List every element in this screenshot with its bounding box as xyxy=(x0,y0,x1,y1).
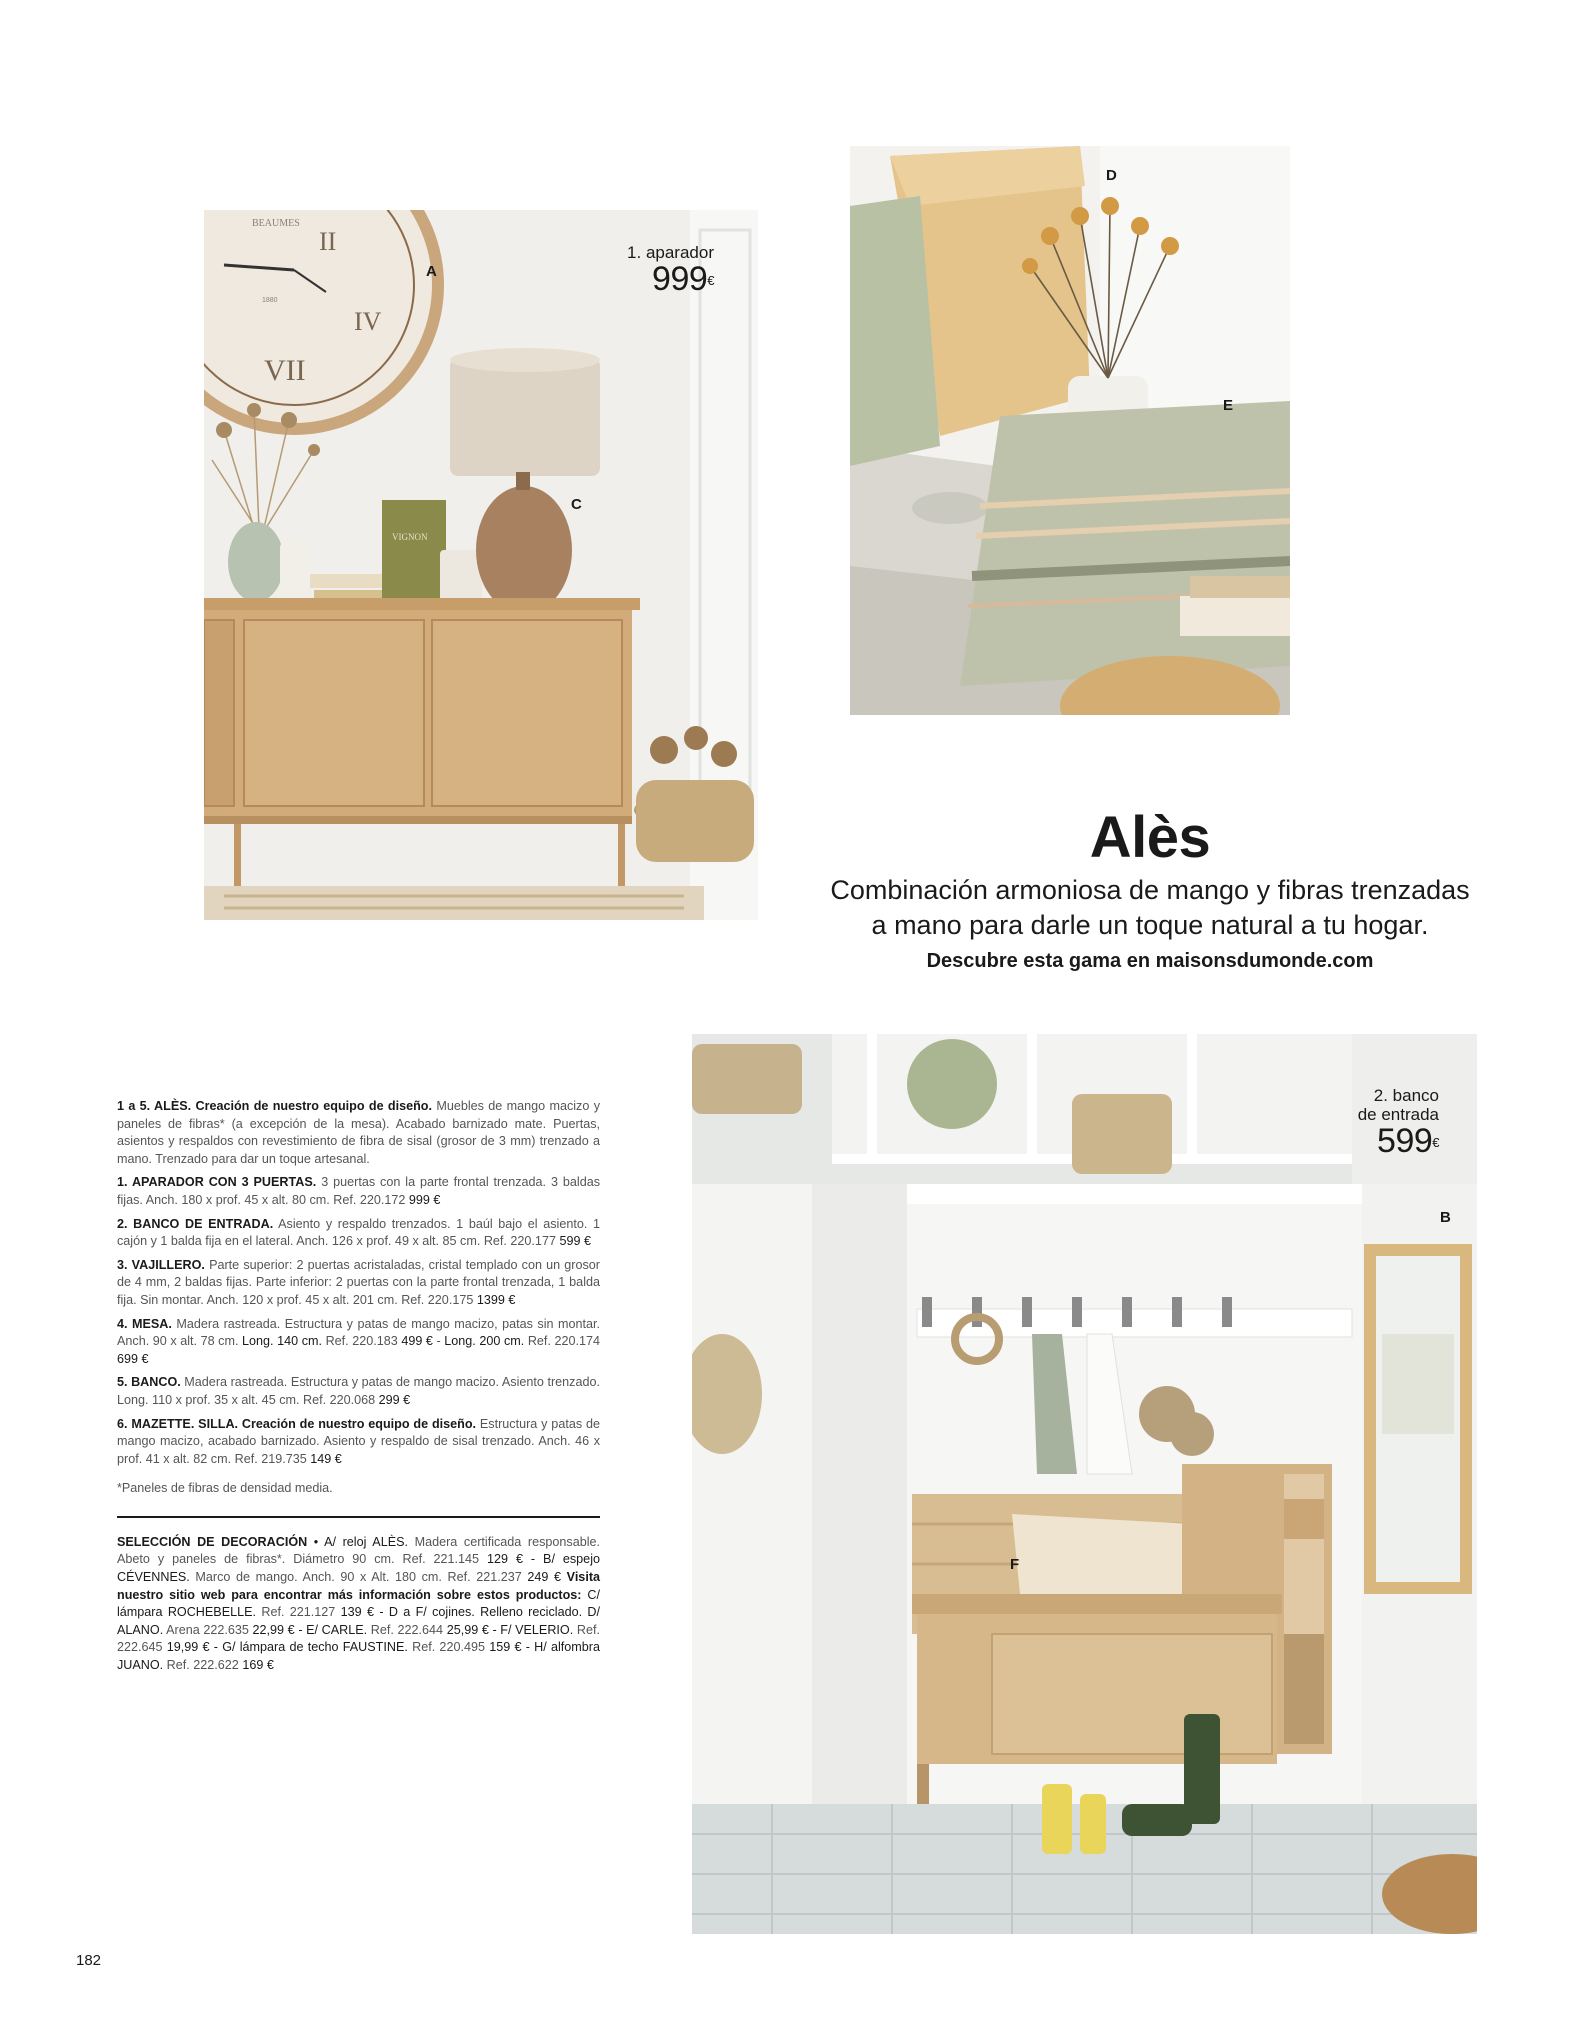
section-divider xyxy=(117,1516,600,1518)
label-b: B xyxy=(1440,1209,1451,1226)
spec-intro: 1 a 5. ALÈS. Creación de nuestro equipo de diseño. Muebles de mango macizo y paneles de fibras* (a excepción de la mesa). Acabado barnizado mate. Puertas, asientos y respaldos con revestimiento de fibra de sisal (grosor de 3 mm) trenzado a mano. Trenzado para dar un toque artesanal. xyxy=(117,1099,600,1166)
collection-subtitle-line1: Combinación armoniosa de mango y fibras trenzadas xyxy=(830,875,1470,905)
label-c: C xyxy=(571,496,582,513)
sideboard-photo xyxy=(204,210,758,920)
svg-text:II: II xyxy=(319,227,337,256)
price-tag-sideboard xyxy=(627,243,714,296)
label-e: E xyxy=(1223,397,1234,414)
entrance-bench-photo xyxy=(692,1034,1477,1934)
spec-item-6: 6. MAZETTE. SILLA. Creación de nuestro equipo de diseño. Estructura y patas de mango macizo, acabado barnizado. Asiento y respaldo de sisal trenzado. Anch. 46 x prof. 41 x alt. 82 cm. Ref. 219.735 149 € xyxy=(117,1416,600,1466)
collection-title: Alès xyxy=(1089,805,1211,870)
label-a: A xyxy=(426,263,437,280)
spec-note: *Paneles de fibras de densidad media. xyxy=(117,1481,333,1496)
clock-brand: BEAUMES xyxy=(252,218,300,229)
cushions-illustration xyxy=(850,146,1290,715)
spec-item-1: 1. APARADOR CON 3 PUERTAS. 3 puertas con la parte frontal trenzada. 3 baldas fijas. Anch. 180 x prof. 45 x alt. 80 cm. Ref. 220.172 999 € xyxy=(117,1175,600,1207)
spec-item-2: 2. BANCO DE ENTRADA. Asiento y respaldo trenzados. 1 baúl bajo el asiento. 1 cajón y 1 balda fija en el lateral. Anch. 126 x prof. 49 x alt. 85 cm. Ref. 220.177 599 € xyxy=(117,1216,600,1249)
product-specifications xyxy=(117,1098,600,1681)
label-f: F xyxy=(1010,1556,1020,1573)
decoration-selection: SELECCIÓN DE DECORACIÓN • A/ reloj ALÈS. Madera certificada responsable. Abeto y paneles de fibras*. Diámetro 90 cm. Ref. 221.145 129 € - B/ espejo CÉVENNES. Marco de mango. Anch. 90 x Alt. 180 cm. Ref. 221.237 249 € Visita nuestro sitio web para encontrar más información sobre estos productos: C/ lámpara ROCHEBELLE. Ref. 221.127 139 € - D a F/ cojines. Relleno reciclado. D/ ALANO. Arena 222.635 22,99 € - E/ CARLE. Ref. 222.644 25,99 € - F/ VELERIO. Ref. 222.645 19,99 € - G/ lámpara de techo FAUSTINE. Ref. 220.495 159 € - H/ alfombra JUANO. Ref. 222.622 169 € xyxy=(117,1534,601,1673)
price-tag-bench-label-line1: 2. banco xyxy=(1373,1086,1439,1105)
spec-item-4: 4. MESA. Madera rastreada. Estructura y patas de mango macizo, patas sin montar. Anch. 90 x alt. 78 cm. Long. 140 cm. Ref. 220.183 499 € - Long. 200 cm. Ref. 220.174 699 € xyxy=(117,1316,601,1366)
spec-item-3: 3. VAJILLERO. Parte superior: 2 puertas acristaladas, cristal templado con un grosor de 4 mm, 2 baldas fijas. Parte inferior: 2 puertas con la parte frontal trenzada, 1 balda fija. Sin montar. Anch. 120 x prof. 45 x alt. 201 cm. Ref. 220.175 1399 € xyxy=(117,1257,600,1307)
price-tag-sideboard-amount: 999 xyxy=(652,260,708,298)
label-d: D xyxy=(1106,167,1117,184)
collection-headline xyxy=(780,805,1520,975)
price-tag-bench-label-line2: de entrada xyxy=(1357,1105,1439,1124)
page-number: 182 xyxy=(76,1952,102,1969)
price-tag-bench-amount: 599 xyxy=(1377,1122,1433,1160)
cushions-photo xyxy=(850,146,1290,715)
book-title: VIGNON xyxy=(392,532,428,542)
svg-text:IV: IV xyxy=(354,307,382,336)
collection-website-link[interactable]: Descubre esta gama en maisonsdumonde.com xyxy=(926,950,1374,972)
clock-year: 1880 xyxy=(262,297,278,304)
price-tag-sideboard-label: 1. aparador xyxy=(627,243,714,262)
spec-item-5: 5. BANCO. Madera rastreada. Estructura y patas de mango macizo. Asiento trenzado. Long. 110 x prof. 35 x alt. 45 cm. Ref. 220.068 299 € xyxy=(117,1375,600,1407)
svg-text:VII: VII xyxy=(264,354,306,387)
sideboard-illustration xyxy=(204,210,758,920)
price-tag-bench xyxy=(1358,1086,1439,1158)
collection-subtitle-line2: a mano para darle un toque natural a tu hogar. xyxy=(871,910,1429,940)
entrance-illustration xyxy=(692,1034,1477,1934)
price-tag-sideboard-currency: € xyxy=(707,273,714,288)
price-tag-bench-currency: € xyxy=(1432,1135,1439,1150)
